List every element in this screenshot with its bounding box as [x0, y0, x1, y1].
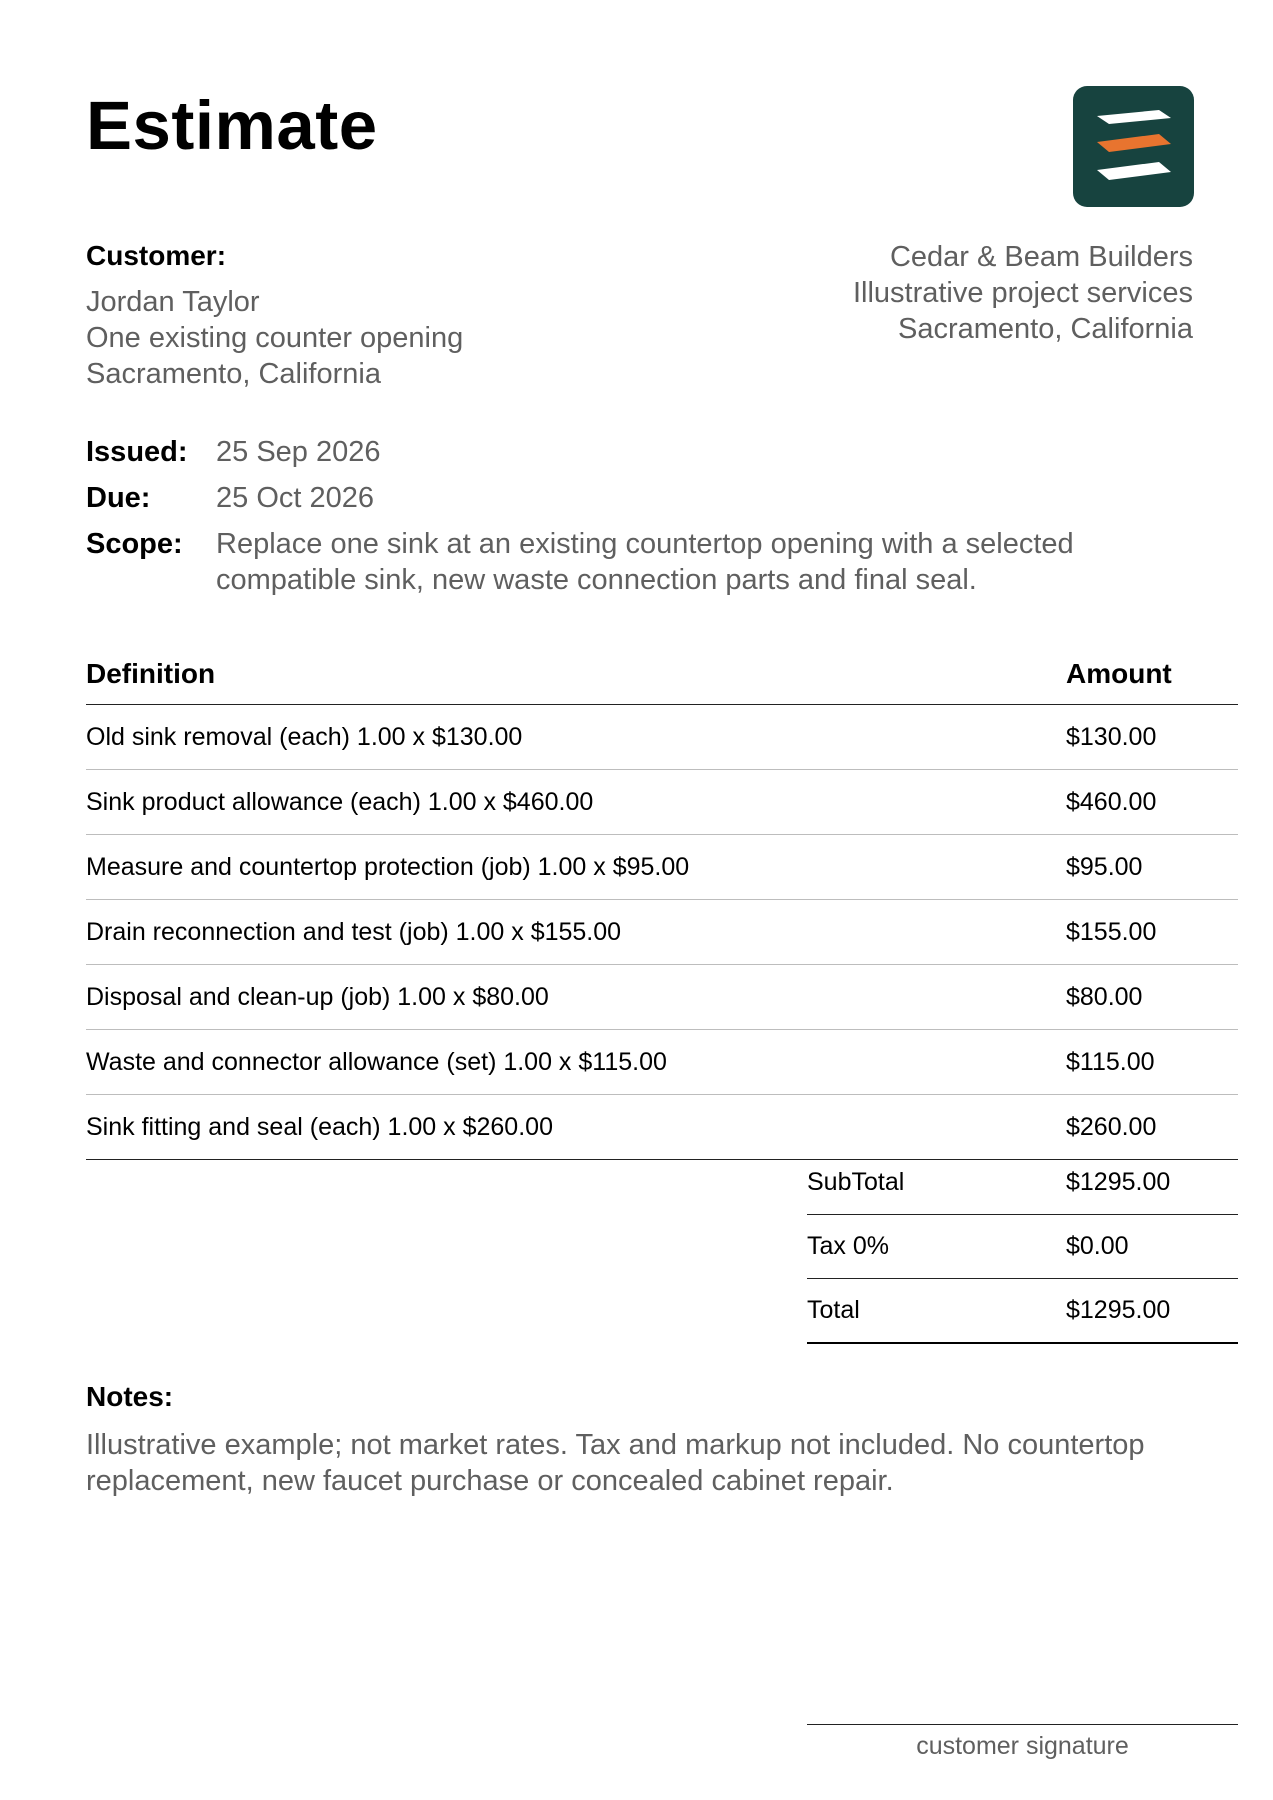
- line-items-table: [86, 652, 1238, 1160]
- signature-line[interactable]: [807, 1724, 1238, 1725]
- table-header-row: [86, 652, 1238, 705]
- line-item-definition: Drain reconnection and test (job) 1.00 x $155.00: [86, 900, 1066, 965]
- issued-row: [86, 434, 1196, 470]
- subtotal-value: $1295.00: [1066, 1168, 1171, 1196]
- total-label: Total: [807, 1296, 860, 1324]
- subtotal-row: [807, 1151, 1238, 1215]
- estimate-meta: [86, 434, 1196, 608]
- notes-label: Notes:: [86, 1381, 174, 1412]
- due-label: Due:: [86, 482, 151, 514]
- table-row: [86, 900, 1238, 965]
- table-row: [86, 1095, 1238, 1160]
- subtotal-label: SubTotal: [807, 1168, 905, 1196]
- company-details: [853, 239, 1193, 347]
- signature-caption: customer signature: [916, 1732, 1129, 1760]
- totals-block: [807, 1151, 1238, 1344]
- definition-header: Definition: [86, 652, 1066, 705]
- table-row: [86, 1030, 1238, 1095]
- total-row: [807, 1279, 1238, 1344]
- line-item-amount: $80.00: [1066, 965, 1238, 1030]
- due-value: 25 Oct 2026: [216, 482, 374, 514]
- company-name: Cedar & Beam Builders: [889, 241, 1193, 273]
- line-item-amount: $130.00: [1066, 705, 1238, 770]
- line-item-amount: $95.00: [1066, 835, 1238, 900]
- company-line2: Sacramento, California: [898, 313, 1193, 345]
- tax-row: [807, 1215, 1238, 1279]
- customer-name: Jordan Taylor: [86, 286, 260, 318]
- line-item-definition: Sink fitting and seal (each) 1.00 x $260.00: [86, 1095, 1066, 1160]
- issued-label: Issued:: [86, 436, 188, 468]
- table-row: [86, 835, 1238, 900]
- line-item-definition: Waste and connector allowance (set) 1.00 x $115.00: [86, 1030, 1066, 1095]
- amount-header: Amount: [1066, 652, 1238, 705]
- table-row: [86, 705, 1238, 770]
- table-row: [86, 965, 1238, 1030]
- stacked-planks-logo-icon: [1073, 86, 1194, 207]
- tax-value: $0.00: [1066, 1232, 1129, 1260]
- line-item-definition: Measure and countertop protection (job) 1.00 x $95.00: [86, 835, 1066, 900]
- customer-line2: Sacramento, California: [86, 358, 381, 390]
- scope-label: Scope:: [86, 528, 183, 560]
- customer-label: Customer:: [86, 240, 227, 271]
- tax-label: Tax 0%: [807, 1232, 889, 1260]
- customer-line1: One existing counter opening: [86, 322, 464, 354]
- scope-value: Replace one sink at an existing countertop opening with a selected compatible sink, new waste connection parts and final seal.: [216, 528, 1074, 596]
- issued-value: 25 Sep 2026: [216, 436, 381, 468]
- line-item-amount: $460.00: [1066, 770, 1238, 835]
- company-logo: [1073, 86, 1194, 207]
- company-line1: Illustrative project services: [852, 277, 1193, 309]
- line-item-amount: $155.00: [1066, 900, 1238, 965]
- notes-text: Illustrative example; not market rates. Tax and markup not included. No countertop replacement, new faucet purchase or concealed cabinet repair.: [86, 1429, 1145, 1497]
- scope-row: [86, 526, 1196, 598]
- line-item-definition: Disposal and clean-up (job) 1.00 x $80.00: [86, 965, 1066, 1030]
- line-item-definition: Old sink removal (each) 1.00 x $130.00: [86, 705, 1066, 770]
- due-row: [86, 480, 1196, 516]
- line-item-amount: $260.00: [1066, 1095, 1238, 1160]
- document-title: Estimate: [86, 87, 378, 164]
- table-row: [86, 770, 1238, 835]
- line-item-amount: $115.00: [1066, 1030, 1238, 1095]
- total-value: $1295.00: [1066, 1296, 1171, 1324]
- customer-details: [86, 284, 463, 392]
- line-item-definition: Sink product allowance (each) 1.00 x $460.00: [86, 770, 1066, 835]
